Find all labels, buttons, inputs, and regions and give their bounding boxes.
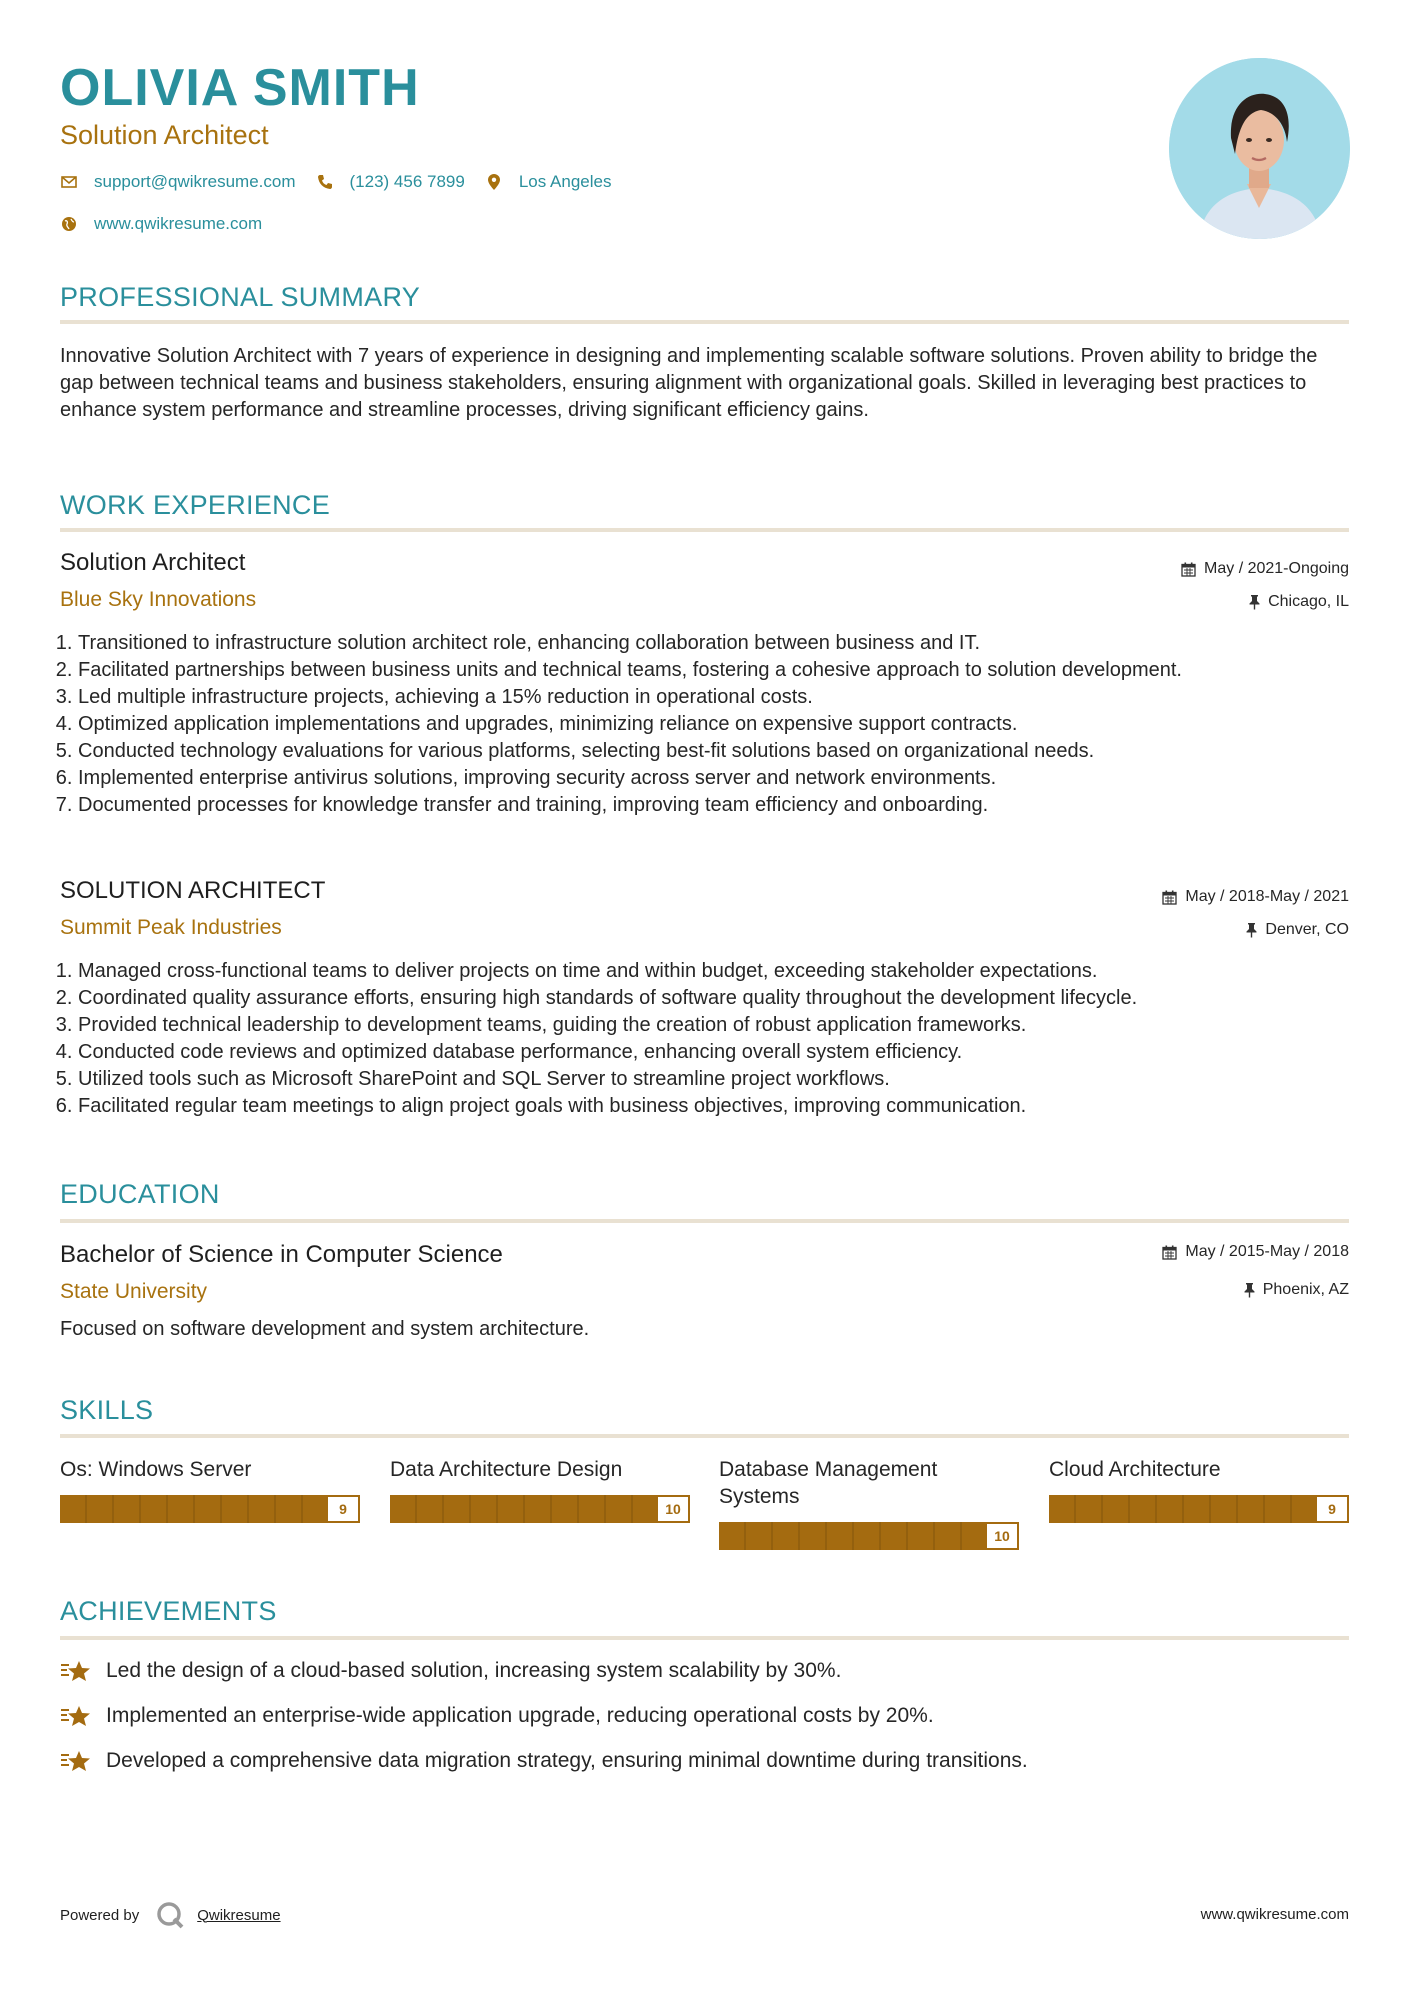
list-item: 3. Led multiple infrastructure projects, achieving a 15% reduction in operational costs. — [78, 684, 1367, 711]
education-location — [1244, 1281, 1349, 1299]
section-title-education: EDUCATION — [60, 1179, 220, 1209]
job-location — [1249, 593, 1349, 611]
job-title: SOLUTION ARCHITECT — [60, 877, 326, 904]
list-item: 6. Facilitated regular team meetings to align project goals with business objectives, improving communication. — [78, 1093, 1367, 1120]
skill-bar-fill — [60, 1495, 330, 1523]
achievement-text: Implemented an enterprise-wide application upgrade, reducing operational costs by 20%. — [106, 1704, 934, 1727]
section-title-achievements: ACHIEVEMENTS — [60, 1596, 277, 1626]
list-item: 1. Managed cross-functional teams to deliver projects on time and within budget, exceeding stakeholder expectations. — [78, 958, 1367, 985]
job-location-text: Denver, CO — [1265, 921, 1349, 938]
achievement-item — [60, 1748, 1028, 1774]
skill-bar-fill — [390, 1495, 690, 1523]
globe-icon — [60, 215, 78, 233]
job-title: Solution Architect — [60, 549, 246, 576]
list-item: 4. Optimized application implementations and upgrades, minimizing reliance on expensive support contracts. — [78, 711, 1367, 738]
calendar-icon — [1181, 562, 1196, 577]
phone-text: (123) 456 7899 — [349, 172, 465, 191]
list-item: 2. Facilitated partnerships between business units and technical teams, fostering a cohesive approach to solution development. — [78, 657, 1367, 684]
section-divider — [60, 1434, 1349, 1438]
list-item: 2. Coordinated quality assurance efforts, ensuring high standards of software quality throughout the development lifecycle. — [78, 985, 1367, 1012]
website-link[interactable]: www.qwikresume.com — [94, 214, 263, 233]
skill-bar — [390, 1495, 690, 1523]
location-pin-icon — [485, 173, 503, 191]
skill-name: Data Architecture Design — [390, 1458, 623, 1481]
footer-website[interactable]: www.qwikresume.com — [1200, 1906, 1349, 1923]
section-divider — [60, 1636, 1349, 1640]
contact-row — [60, 172, 631, 192]
job-dates — [1181, 560, 1349, 578]
list-item: 7. Documented processes for knowledge transfer and training, improving team efficiency and onboarding. — [78, 792, 1367, 819]
skill-item — [1049, 1456, 1349, 1523]
company-name: Blue Sky Innovations — [60, 588, 257, 611]
skill-level-badge: 9 — [326, 1495, 360, 1523]
skill-item — [60, 1456, 360, 1523]
calendar-icon — [1162, 1245, 1177, 1260]
school-name: State University — [60, 1280, 208, 1303]
envelope-icon — [60, 173, 78, 191]
candidate-title: Solution Architect — [60, 120, 269, 150]
star-badge-icon — [60, 1658, 92, 1684]
education-location-text: Phoenix, AZ — [1262, 1281, 1349, 1298]
job-dates-text: May / 2021-Ongoing — [1204, 560, 1349, 577]
degree-title: Bachelor of Science in Computer Science — [60, 1241, 503, 1268]
job-dates-text: May / 2018-May / 2021 — [1185, 888, 1349, 905]
skill-name: Os: Windows Server — [60, 1458, 252, 1481]
skill-name: Cloud Architecture — [1049, 1458, 1221, 1481]
skill-name: Database Management Systems — [719, 1458, 938, 1508]
list-item: 4. Conducted code reviews and optimized database performance, enhancing overall system efficiency. — [78, 1039, 1367, 1066]
section-divider — [60, 528, 1349, 532]
qwikresume-logo-icon — [155, 1900, 185, 1930]
achievement-text: Developed a comprehensive data migration strategy, ensuring minimal downtime during transitions. — [106, 1749, 1028, 1772]
star-badge-icon — [60, 1703, 92, 1729]
skill-level-badge: 10 — [985, 1522, 1019, 1550]
list-item: 6. Implemented enterprise antivirus solutions, improving security across server and network environments. — [78, 765, 1367, 792]
section-title-skills: SKILLS — [60, 1395, 154, 1425]
calendar-icon — [1162, 890, 1177, 905]
section-title-summary: PROFESSIONAL SUMMARY — [60, 282, 421, 312]
achievement-text: Led the design of a cloud-based solution, increasing system scalability by 30%. — [106, 1659, 842, 1682]
skill-bar — [719, 1522, 1019, 1550]
powered-by-text: Powered by — [60, 1906, 140, 1924]
email-link[interactable]: support@qwikresume.com — [94, 172, 296, 191]
pushpin-icon — [1246, 922, 1257, 938]
pushpin-icon — [1244, 1282, 1255, 1298]
skill-level-badge: 10 — [656, 1495, 690, 1523]
company-name: Summit Peak Industries — [60, 916, 282, 939]
list-item: 5. Conducted technology evaluations for various platforms, selecting best-fit solutions based on organizational needs. — [78, 738, 1367, 765]
skill-bar — [1049, 1495, 1349, 1523]
contact-row-web — [60, 214, 282, 234]
section-title-experience: WORK EXPERIENCE — [60, 490, 331, 520]
achievement-item — [60, 1658, 841, 1684]
pushpin-icon — [1249, 594, 1260, 610]
footer-powered-by — [60, 1900, 281, 1930]
education-dates-text: May / 2015-May / 2018 — [1185, 1243, 1349, 1260]
education-description: Focused on software development and system architecture. — [60, 1318, 590, 1340]
skill-bar-fill — [1049, 1495, 1319, 1523]
profile-photo — [1169, 58, 1350, 239]
location-text: Los Angeles — [518, 172, 612, 191]
skill-level-badge: 9 — [1315, 1495, 1349, 1523]
resume-page — [60, 0, 1349, 1990]
candidate-name: OLIVIA SMITH — [60, 59, 420, 117]
education-dates — [1162, 1243, 1349, 1261]
phone-icon — [316, 173, 334, 191]
skill-bar-fill — [719, 1522, 1019, 1550]
section-divider — [60, 1219, 1349, 1223]
list-item: 3. Provided technical leadership to development teams, guiding the creation of robust application frameworks. — [78, 1012, 1367, 1039]
job-bullets — [60, 630, 1367, 819]
star-badge-icon — [60, 1748, 92, 1774]
brand-link[interactable]: Qwikresume — [197, 1906, 281, 1924]
list-item: 1. Transitioned to infrastructure solution architect role, enhancing collaboration between business and IT. — [78, 630, 1367, 657]
summary-text: Innovative Solution Architect with 7 years of experience in designing and implementing scalable software solutions. Proven ability to bridge the gap between technical teams and business stakeholders, ensuring alignment with organizational goals. Skilled in leveraging best practices to enhance system performance and streamline processes, driving significant efficiency gains. — [60, 345, 1318, 421]
skill-bar — [60, 1495, 360, 1523]
job-location — [1246, 921, 1349, 939]
job-bullets — [60, 958, 1367, 1120]
achievement-item — [60, 1703, 934, 1729]
skill-item — [390, 1456, 690, 1523]
job-location-text: Chicago, IL — [1268, 593, 1349, 610]
skill-item — [719, 1456, 1019, 1550]
section-divider — [60, 320, 1349, 324]
job-dates — [1162, 888, 1349, 906]
list-item: 5. Utilized tools such as Microsoft SharePoint and SQL Server to streamline project workflows. — [78, 1066, 1367, 1093]
